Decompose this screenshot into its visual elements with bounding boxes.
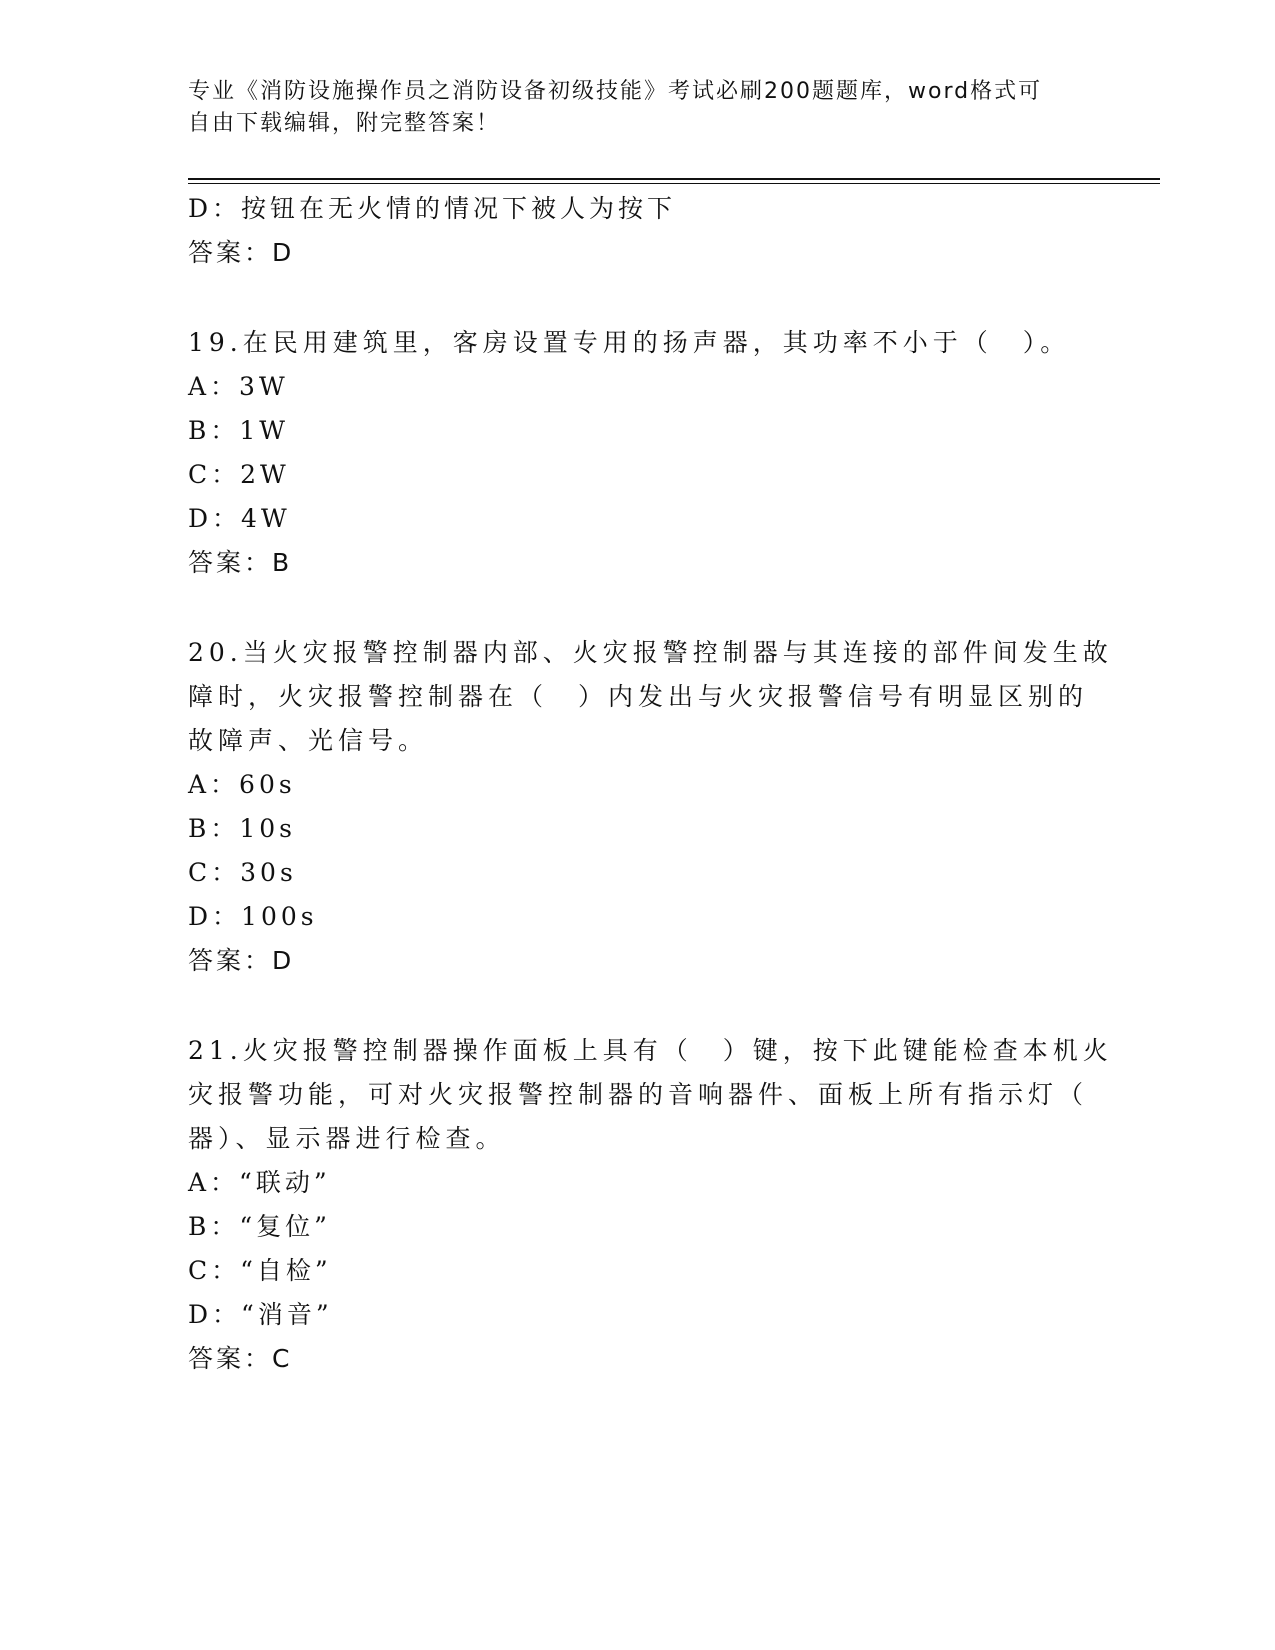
q20-option-b: B：10s (188, 814, 297, 843)
q19-option-d: D：4W (188, 504, 291, 533)
q21-stem-line-2: 灾报警功能，可对火灾报警控制器的音响器件、面板上所有指示灯（ (188, 1080, 1089, 1109)
header-divider-thick (188, 178, 1160, 180)
document-header (188, 76, 1068, 140)
q20-option-d: D：100s (188, 902, 318, 931)
q20-stem-line-2: 障时，火灾报警控制器在（ ）内发出与火灾报警信号有明显区别的 (188, 682, 1089, 711)
q19-option-a: A：3W (188, 372, 289, 401)
q21-option-a: A：“联动” (188, 1168, 331, 1197)
header-divider-thin (188, 183, 1160, 184)
q20-option-c: C：30s (188, 858, 297, 887)
q21-answer: 答案：C (188, 1344, 293, 1373)
q20-answer: 答案：D (188, 946, 295, 975)
q21-option-b: B：“复位” (188, 1212, 331, 1241)
header-line-1: 专业《消防设施操作员之消防设备初级技能》考试必刷200题题库，word格式可 (188, 79, 1043, 104)
header-line-2: 自由下载编辑，附完整答案！ (188, 111, 501, 136)
q19-stem: 19.在民用建筑里，客房设置专用的扬声器，其功率不小于（ ）。 (188, 328, 1071, 357)
q19-option-c: C：2W (188, 460, 290, 489)
prev-option-d: D：按钮在无火情的情况下被人为按下 (188, 194, 677, 223)
q21-stem-line-3: 器）、显示器进行检查。 (188, 1124, 506, 1153)
q21-stem-line-1: 21.火灾报警控制器操作面板上具有（ ）键，按下此键能检查本机火 (188, 1036, 1113, 1065)
q20-stem-line-3: 故障声、光信号。 (188, 726, 429, 755)
q21-option-d: D：“消音” (188, 1300, 333, 1329)
q19-answer: 答案：B (188, 548, 293, 577)
q21-option-c: C：“自检” (188, 1256, 332, 1285)
q19-option-b: B：1W (188, 416, 289, 445)
q20-stem-line-1: 20.当火灾报警控制器内部、火灾报警控制器与其连接的部件间发生故 (188, 638, 1113, 667)
prev-answer: 答案：D (188, 238, 295, 267)
q20-option-a: A：60s (188, 770, 296, 799)
